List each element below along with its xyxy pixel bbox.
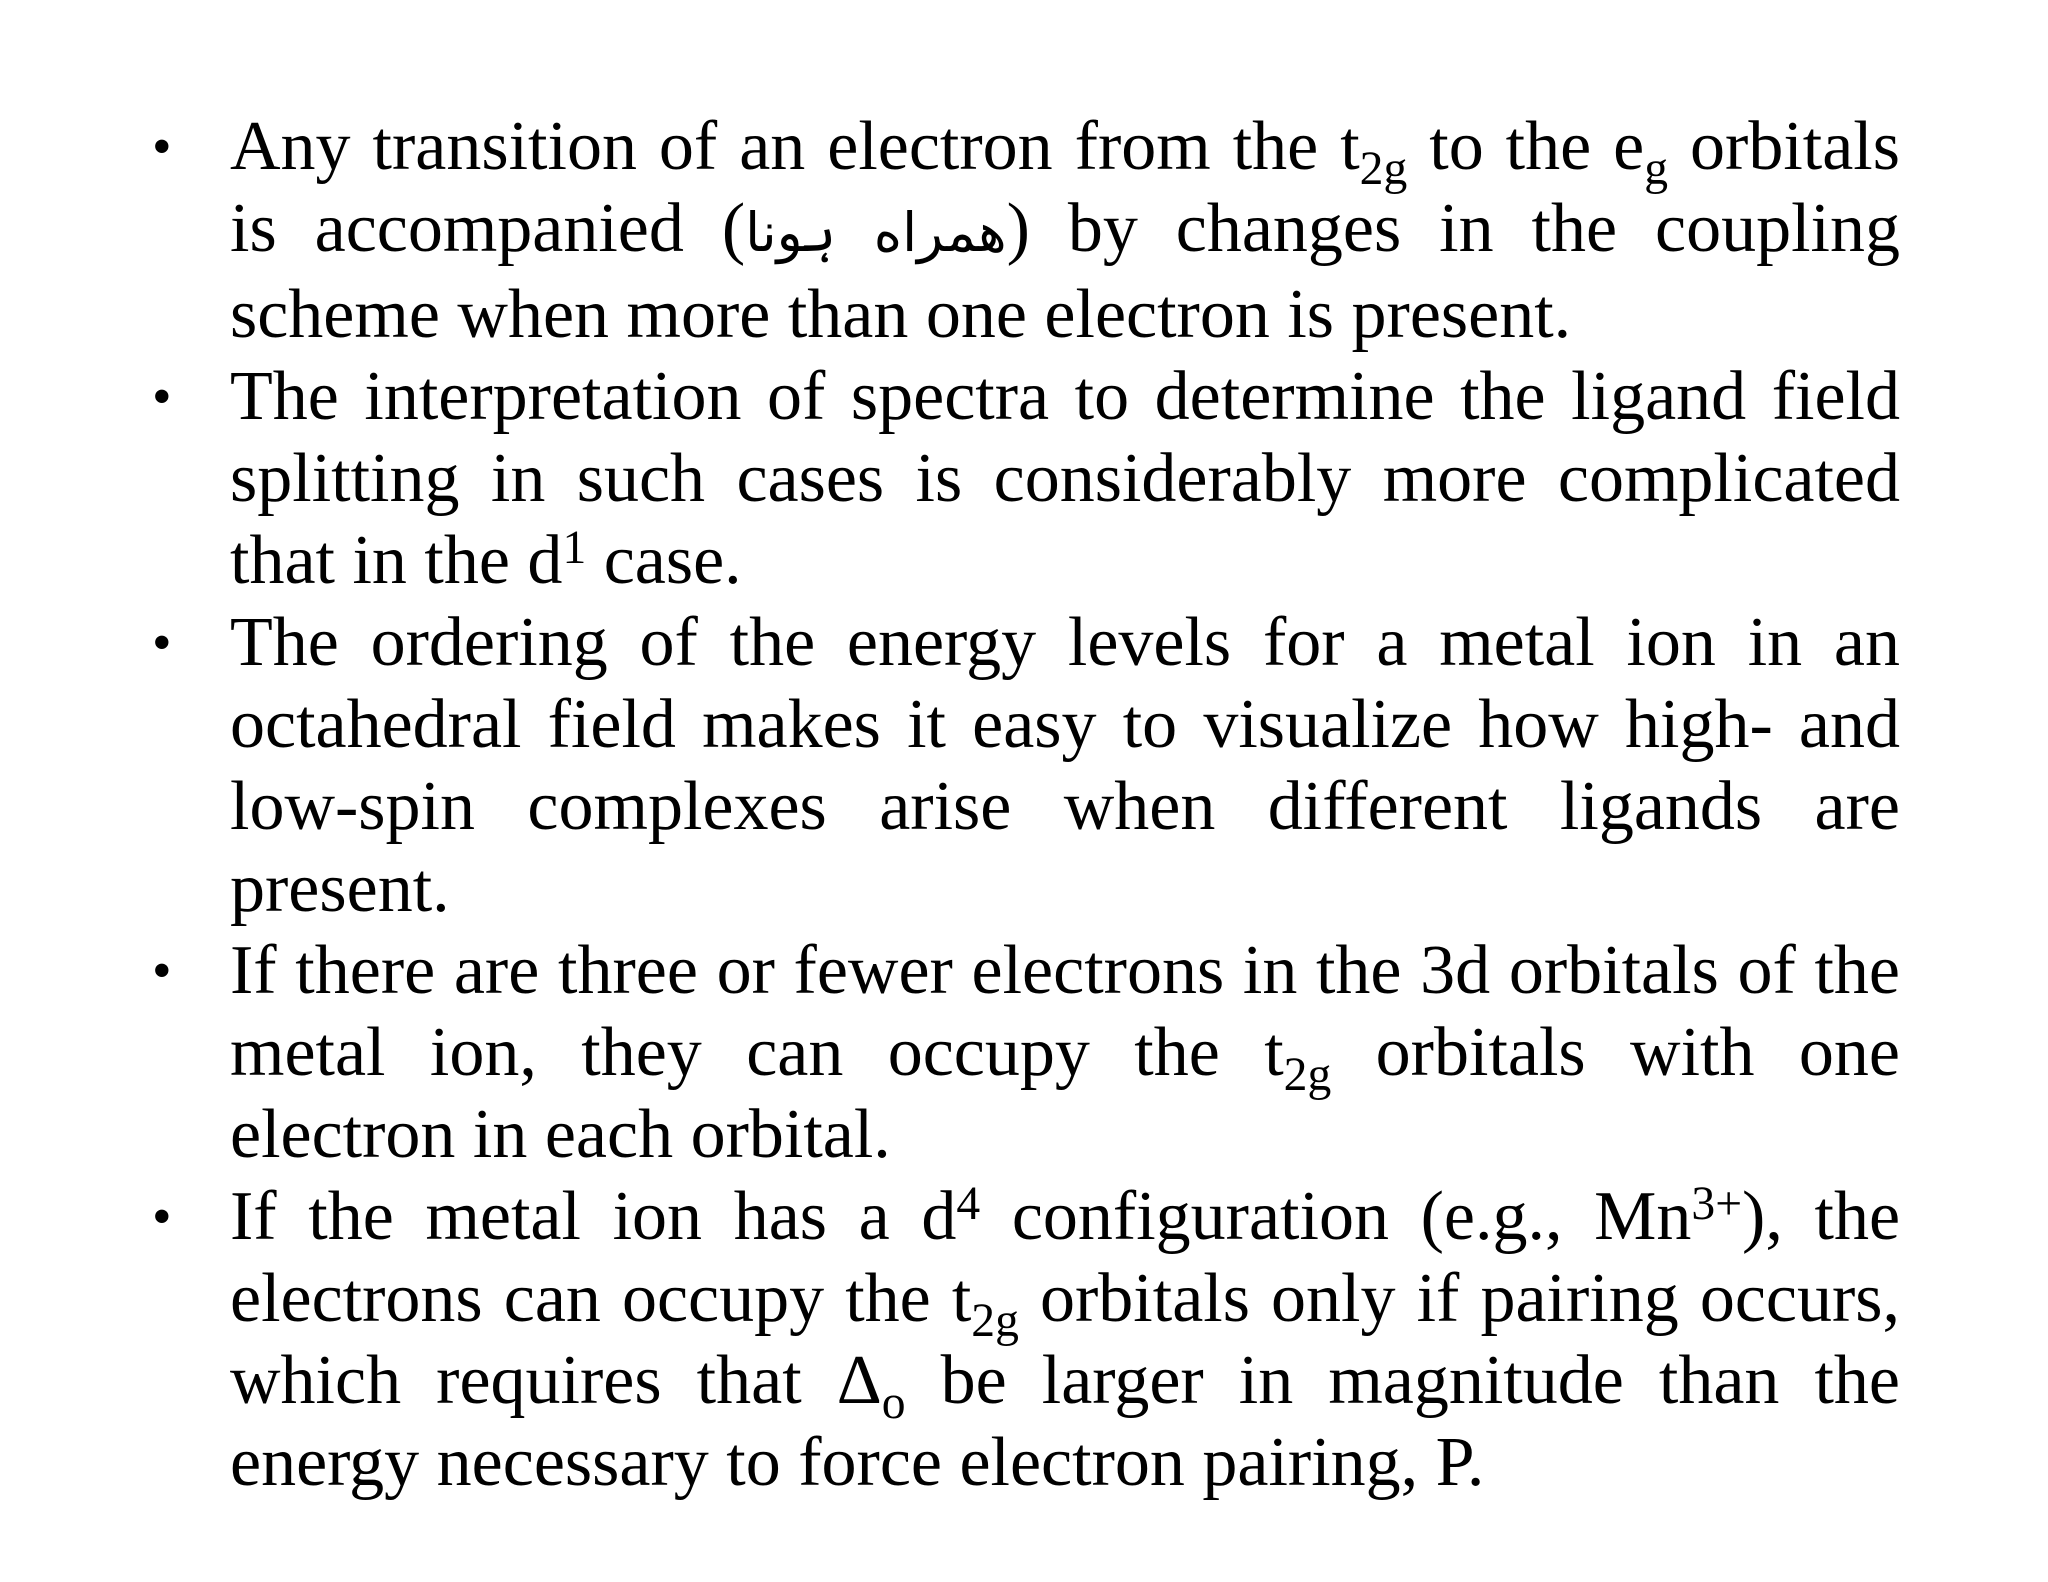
text-run: configuration (e.g., Mn (980, 1178, 1692, 1255)
text-run: orbitals only if pairing occurs, which requires that Δ (230, 1260, 1901, 1419)
text-run: The interpretation of spectra to determine the ligand field splitting in such cases is considerably more complicated that in the d (230, 358, 1900, 599)
text-run: ) by changes in the coupling scheme when more than one electron is present. (230, 190, 1900, 353)
bullet-item-transition (150, 106, 1900, 356)
text-run: The ordering of the energy levels for a metal ion in an octahedral field makes it easy to visualize how high- and low-spin complexes arise when different ligands are present. (230, 604, 1900, 927)
subscript: g (1644, 143, 1669, 196)
text-run: If the metal ion has a d (230, 1178, 957, 1255)
bullet-item-interpretation (150, 356, 1900, 602)
text-run: orbitals with one electron in each orbital. (230, 1014, 1900, 1173)
subscript: 2g (1359, 143, 1408, 196)
text-run: Any transition of an electron from the t (230, 108, 1360, 185)
superscript: 3+ (1691, 1178, 1743, 1231)
urdu-gloss: همراه ہونا (745, 201, 1007, 264)
bullet-marker: • (152, 940, 172, 1002)
superscript: 1 (562, 522, 587, 575)
bullet-marker: • (152, 116, 172, 178)
bullet-item-ordering (150, 602, 1900, 930)
text-run: case. (586, 522, 742, 599)
subscript: 2g (971, 1295, 1019, 1348)
subscript: 2g (1283, 1049, 1332, 1102)
text-run: orbitals is accompanied ( (230, 108, 1900, 267)
text-run: If there are three or fewer electrons in the 3d orbitals of the metal ion, they can occupy the t (230, 932, 1900, 1091)
bullet-item-d4-configuration (150, 1176, 1900, 1504)
bullet-item-three-electrons (150, 930, 1900, 1176)
subscript: o (881, 1377, 906, 1430)
superscript: 4 (956, 1178, 981, 1231)
bullet-marker: • (152, 1186, 172, 1248)
text-run: to the e (1407, 108, 1645, 185)
bullet-marker: • (152, 366, 172, 428)
bullet-marker: • (152, 612, 172, 674)
text-run: be larger in magnitude than the energy necessary to force electron pairing, P. (230, 1342, 1901, 1501)
text-run: ), the electrons can occupy the t (230, 1178, 1901, 1337)
bullet-list (150, 106, 1900, 1504)
